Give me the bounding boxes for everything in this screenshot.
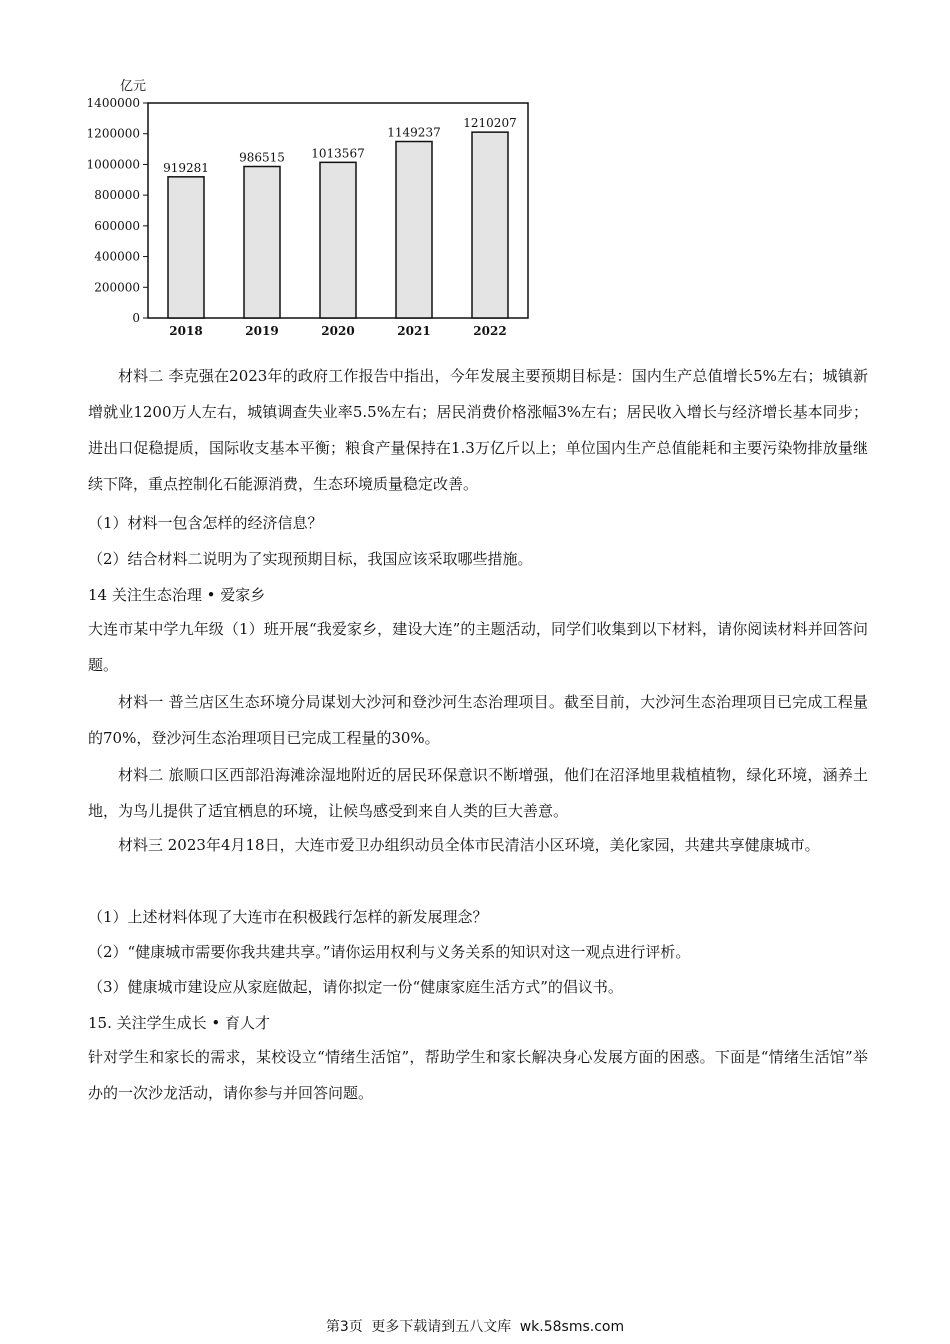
q14-question-2: （2）“健康城市需要你我共建共享。”请你运用权利与义务关系的知识对这一观点进行评析。 [88,943,691,961]
bar [168,177,204,318]
q14-material3: 材料三 2023年4月18日，大连市爱卫办组织动员全体市民清洁小区环境，美化家园，共建共享健康城市。 [118,836,820,854]
bar-value-label: 1210207 [463,116,517,131]
bar-value-label: 1013567 [311,146,365,161]
y-tick-label: 200000 [94,280,140,295]
bar-value-label: 1149237 [387,125,441,140]
bar [244,166,280,318]
q15-heading: 15. 关注学生成长 • 育人才 [88,1014,271,1032]
q14-material2: 材料二 旅顺口区西部沿海滩涂湿地附近的居民环保意识不断增强，他们在沼泽地里栽植植物，绿化环境，涵养土地，为鸟儿提供了适宜栖息的环境，让候鸟感受到来自人类的巨大善意。 [88,766,868,820]
q14-heading: 14 关注生态治理 • 爱家乡 [88,586,266,604]
q13-question-1: （1）材料一包含怎样的经济信息？ [88,514,323,532]
bar [320,162,356,318]
q14-intro: 大连市某中学九年级（1）班开展“我爱家乡，建设大连”的主题活动，同学们收集到以下材料，请你阅读材料并回答问题。 [88,620,868,674]
q15-intro: 针对学生和家长的需求，某校设立“情绪生活馆”，帮助学生和家长解决身心发展方面的困惑。下面是“情绪生活馆”举办的一次沙龙活动，请你参与并回答问题。 [88,1048,868,1102]
q13-material2: 材料二 李克强在2023年的政府工作报告中指出，今年发展主要预期目标是：国内生产总值增长5%左右；城镇新增就业1200万人左右，城镇调查失业率5.5%左右；居民消费价格涨幅3%左右；居民收入增长与经济增长基本同步；进出口促稳提质，国际收支基本平衡；粮食产量保持在1.3万亿斤以上；单位国内生产总值能耗和主要污染物排放量继续下降，重点控制化石能源消费，生态环境质量稳定改善。 [88,367,868,493]
y-tick-label: 600000 [94,218,140,233]
bar [396,142,432,318]
bar-value-label: 919281 [163,160,209,175]
bar [472,132,508,318]
y-tick-label: 800000 [94,188,140,203]
x-tick-label: 2022 [473,324,507,338]
page-footer [0,1316,950,1336]
x-tick-label: 2021 [397,324,431,338]
page-number: 第3页 [325,1319,363,1335]
y-tick-label: 1000000 [86,157,140,172]
y-axis-label: 亿元 [120,79,147,94]
gdp-bar-chart [80,78,550,348]
y-tick-label: 400000 [94,249,140,264]
footer-download-text: 更多下载请到五八文库 [371,1319,512,1335]
q14-question-3: （3）健康城市建设应从家庭做起，请你拟定一份“健康家庭生活方式”的倡议书。 [88,978,623,996]
footer-site-link[interactable]: wk.58sms.com [519,1319,625,1335]
y-tick-label: 1200000 [86,126,140,141]
chart-canvas [80,78,550,348]
q13-question-2: （2）结合材料二说明为了实现预期目标，我国应该采取哪些措施。 [88,550,533,568]
bar-value-label: 986515 [239,150,285,165]
x-tick-label: 2020 [321,324,355,338]
x-tick-label: 2019 [245,324,279,338]
q14-question-1: （1）上述材料体现了大连市在积极践行怎样的新发展理念？ [88,908,488,926]
y-tick-label: 0 [132,311,140,325]
q14-material1: 材料一 普兰店区生态环境分局谋划大沙河和登沙河生态治理项目。截至目前，大沙河生态治理项目已完成工程量的70%，登沙河生态治理项目已完成工程量的30%。 [88,693,868,747]
y-tick-label: 1400000 [86,96,140,110]
x-tick-label: 2018 [169,324,203,338]
